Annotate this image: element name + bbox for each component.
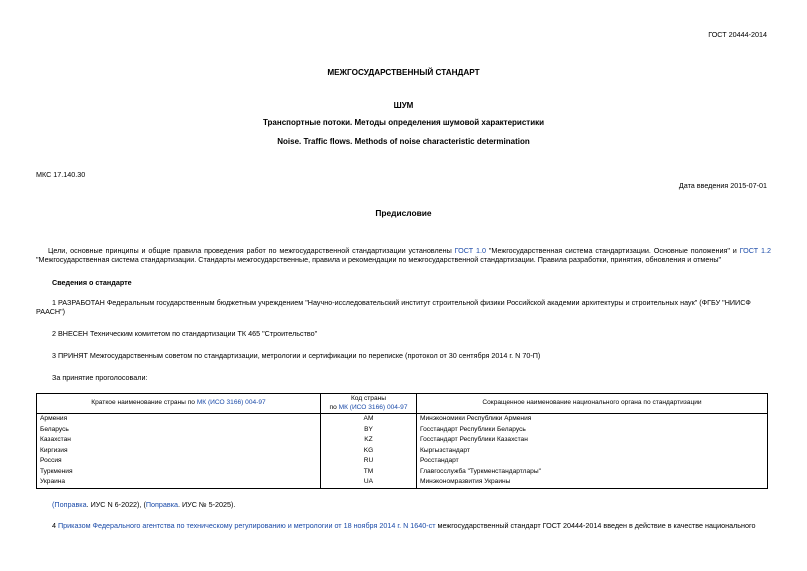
country-cell: Армения (37, 414, 321, 425)
body-cell: Минэкономики Республики Армения (417, 414, 768, 425)
table-row (37, 456, 768, 467)
amendment-text-1: . ИУС N 6-2022), ( (86, 500, 146, 509)
code-cell: TM (321, 467, 417, 478)
table-header-body: Сокращенное наименование национального органа по стандартизации (417, 394, 768, 414)
body-cell: Госстандарт Республики Беларусь (417, 425, 768, 436)
header-country-text: Краткое наименование страны по (91, 399, 197, 407)
intro-date: Дата введения 2015-07-01 (678, 181, 767, 190)
header-code-text: Код страны (350, 395, 387, 402)
amendment-open: ( (52, 500, 55, 509)
foreword-heading: Предисловие (375, 208, 432, 218)
item-4-enacted (52, 521, 772, 530)
mk-iso-link-2[interactable]: МК (ИСО 3166) 004-97 (338, 403, 408, 411)
code-cell: AM (321, 414, 417, 425)
gost-1-2-link[interactable]: ГОСТ 1.2 (739, 246, 771, 255)
amendment-link-2[interactable]: Поправка (145, 500, 179, 509)
amendments-line (52, 500, 235, 509)
table-row (37, 477, 768, 488)
foreword-text-a: Цели, основные принципы и общие правила проведения работ по межгосударственной стандартизации установлены (48, 246, 455, 255)
item-4-text: межгосударственный стандарт ГОСТ 20444-2014 введен в действие в качестве национального (435, 521, 756, 530)
table-header-code (321, 394, 417, 414)
mks-code: МКС 17.140.30 (36, 170, 86, 179)
country-cell: Казахстан (37, 435, 321, 446)
body-cell: Кыргызстандарт (417, 446, 768, 457)
rosstandart-order-link[interactable]: Приказом Федерального агентства по техническому регулированию и метрологии от 18 ноября 2014 г. N 1640-ст (58, 521, 436, 530)
code-cell: BY (321, 425, 417, 436)
amendment-text-2: . ИУС № 5-2025). (178, 500, 236, 509)
info-heading: Сведения о стандарте (52, 278, 132, 287)
standard-subject: ШУМ (393, 101, 414, 110)
title-en: Noise. Traffic flows. Methods of noise characteristic determination (277, 137, 530, 146)
body-cell: Росстандарт (417, 456, 768, 467)
table-row (37, 446, 768, 457)
doc-number: ГОСТ 20444-2014 (708, 30, 767, 39)
standard-type: МЕЖГОСУДАРСТВЕННЫЙ СТАНДАРТ (327, 68, 480, 77)
voting-states-table (36, 393, 768, 489)
table-row (37, 414, 768, 425)
body-cell: Главгосслужба "Туркменстандартлары" (417, 467, 768, 478)
foreword-paragraph (36, 246, 771, 264)
body-cell: Минэкономразвития Украины (417, 477, 768, 488)
code-cell: KZ (321, 435, 417, 446)
table-row (37, 425, 768, 436)
country-cell: Украина (37, 477, 321, 488)
foreword-text-b: "Межгосударственная система стандартизации. Основные положения" и (485, 246, 740, 255)
country-cell: Киргизия (37, 446, 321, 457)
item-2-submitted: 2 ВНЕСЕН Техническим комитетом по стандартизации ТК 465 "Строительство" (52, 329, 318, 338)
table-header-country (37, 394, 321, 414)
item-3-adopted: 3 ПРИНЯТ Межгосударственным советом по стандартизации, метрологии и сертификации по переписке (протокол от 30 сентября 2014 г. N 70-П) (52, 351, 541, 360)
amendment-link-1[interactable]: Поправка (54, 500, 87, 509)
header-code-by: по (329, 403, 339, 411)
item-4-number: 4 (52, 521, 58, 530)
country-cell: Беларусь (37, 425, 321, 436)
mk-iso-link[interactable]: МК (ИСО 3166) 004-97 (196, 399, 266, 407)
body-cell: Госстандарт Республики Казахстан (417, 435, 768, 446)
country-cell: Туркмения (37, 467, 321, 478)
foreword-text-c: "Межгосударственная система стандартизации. Стандарты межгосударственные, правила и рекомендации по межгосударственной стандартизации. Правила разработки, принятия, обновления и отмены" (36, 255, 722, 264)
title-ru: Транспортные потоки. Методы определения шумовой характеристики (262, 118, 545, 127)
gost-1-0-link[interactable]: ГОСТ 1.0 (454, 246, 486, 255)
table-header-row (37, 394, 768, 414)
code-cell: KG (321, 446, 417, 457)
item-1-developed: 1 РАЗРАБОТАН Федеральным государственным бюджетным учреждением "Научно-исследовательский институт строительной физики Российской академии архитектуры и строительных наук" (ФГБУ "НИИСФ РААСН") (36, 298, 751, 316)
code-cell: UA (321, 477, 417, 488)
voted-label: За принятие проголосовали: (52, 373, 148, 382)
table-row (37, 467, 768, 478)
table-row (37, 435, 768, 446)
country-cell: Россия (37, 456, 321, 467)
code-cell: RU (321, 456, 417, 467)
